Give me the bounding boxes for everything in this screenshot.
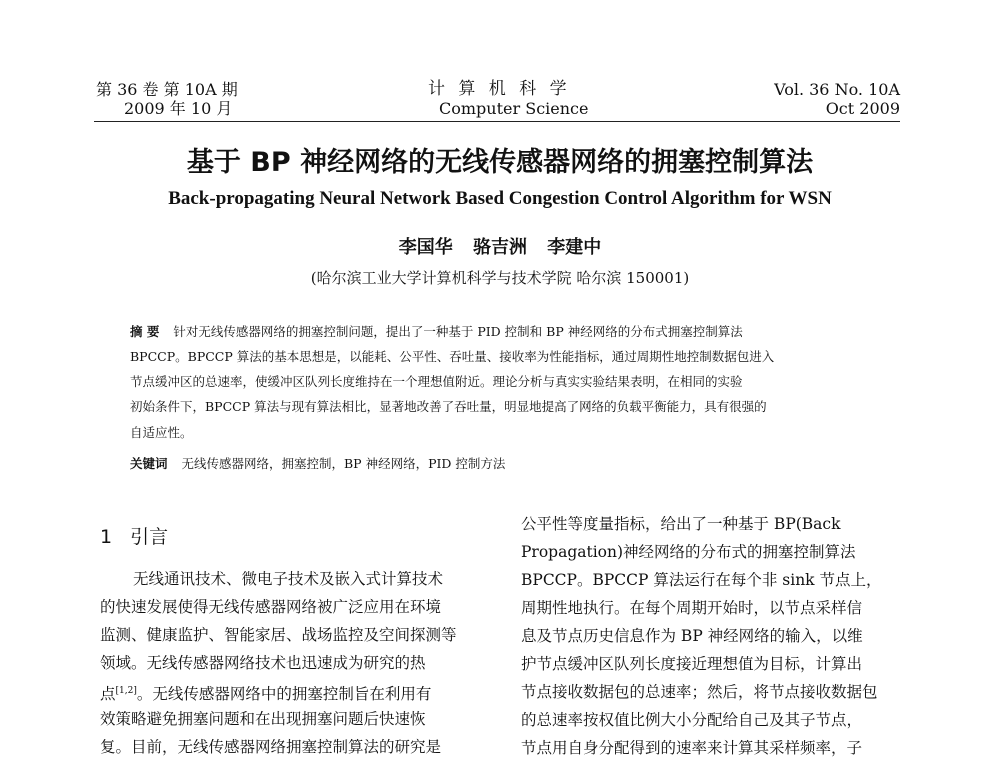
- right-col-line-4: 周期性地执行。在每个周期开始时，以节点采样信: [521, 599, 863, 617]
- section-heading: [100, 522, 168, 549]
- left-col-line-2: 的快速发展使得无线传感器网络被广泛应用在环境: [100, 598, 442, 616]
- title-cn: 基于 BP 神经网络的无线传感器网络的拥塞控制算法: [186, 147, 814, 178]
- keywords-text: 无线传感器网络，拥塞控制，BP 神经网络，PID 控制方法: [181, 456, 506, 471]
- left-col-line-6: 效策略避免拥塞问题和在出现拥塞问题后快速恢: [100, 710, 426, 728]
- right-col-line-2: Propagation)神经网络的分布式的拥塞控制算法: [521, 543, 856, 561]
- right-col-line-8: 的总速率按权值比例大小分配给自己及其子节点，: [521, 711, 863, 729]
- right-col-line-7: 节点接收数据包的总速率；然后，将节点接收数据包: [521, 683, 878, 701]
- right-col-line-5: 息及节点历史信息作为 BP 神经网络的输入，以维: [521, 627, 863, 645]
- journal-name-en: Computer Science: [439, 99, 589, 118]
- right-col-line-9: 节点用自身分配得到的速率来计算其采样频率，子: [521, 739, 863, 757]
- volume-en: Vol. 36 No. 10A: [774, 80, 900, 99]
- abstract-line-1: [130, 320, 743, 344]
- abstract-line-3: 节点缓冲区的总速率，使缓冲区队列长度维持在一个理想值附近。理论分析与真实实验结果表明，在相同的实验: [130, 374, 743, 389]
- abstract-text: 针对无线传感器网络的拥塞控制问题，提出了一种基于 PID 控制和 BP 神经网络的分布式拥塞控制算法: [173, 324, 743, 339]
- abstract-line-5: 自适应性。: [130, 425, 193, 440]
- publication-date-cn: 2009 年 10 月: [124, 99, 233, 118]
- left-col-line-3: 监测、健康监护、智能家居、战场监控及空间探测等: [100, 626, 457, 644]
- publication-date-en: Oct 2009: [825, 99, 900, 118]
- abstract-line-2: BPCCP。BPCCP 算法的基本思想是，以能耗、公平性、吞吐量、接收率为性能指标，通过周期性地控制数据包进入: [130, 349, 775, 364]
- journal-name-cn: 计 算 机 科 学: [428, 79, 571, 99]
- section-number: 1: [100, 526, 113, 548]
- left-col-line-5-start: 点: [100, 685, 116, 704]
- left-col-line-1: 无线通讯技术、微电子技术及嵌入式计算技术: [133, 570, 444, 588]
- right-col-line-1: 公平性等度量指标，给出了一种基于 BP(Back: [521, 515, 841, 533]
- volume-issue: 第 36 卷 第 10A 期: [96, 80, 238, 99]
- right-col-line-6: 护节点缓冲区队列长度接近理想值为目标，计算出: [521, 655, 863, 673]
- abstract-label: 摘 要: [130, 324, 160, 339]
- left-col-line-5-rest: 。无线传感器网络中的拥塞控制旨在利用有: [136, 685, 432, 704]
- title-en: Back-propagating Neural Network Based Congestion Control Algorithm for WSN: [168, 188, 832, 209]
- affiliation: (哈尔滨工业大学计算机科学与技术学院 哈尔滨 150001): [310, 269, 690, 287]
- abstract-line-4: 初始条件下，BPCCP 算法与现有算法相比，显著地改善了吞吐量，明显地提高了网络的负载平衡能力，具有很强的: [130, 399, 767, 414]
- authors: 李国华 骆吉洲 李建中: [398, 237, 602, 258]
- keywords-line: [130, 452, 505, 476]
- left-col-line-7: 复。目前，无线传感器网络拥塞控制算法的研究是: [100, 738, 442, 756]
- section-title: 引言: [130, 526, 169, 548]
- left-col-line-4: 领域。无线传感器网络技术也迅速成为研究的热: [100, 654, 426, 672]
- left-col-line-5: [100, 677, 431, 708]
- header-rule: [94, 121, 900, 122]
- right-col-line-3: BPCCP。BPCCP 算法运行在每个非 sink 节点上，: [521, 571, 882, 589]
- citation-1-2: [1,2]: [115, 686, 137, 696]
- keywords-label: 关键词: [130, 456, 168, 471]
